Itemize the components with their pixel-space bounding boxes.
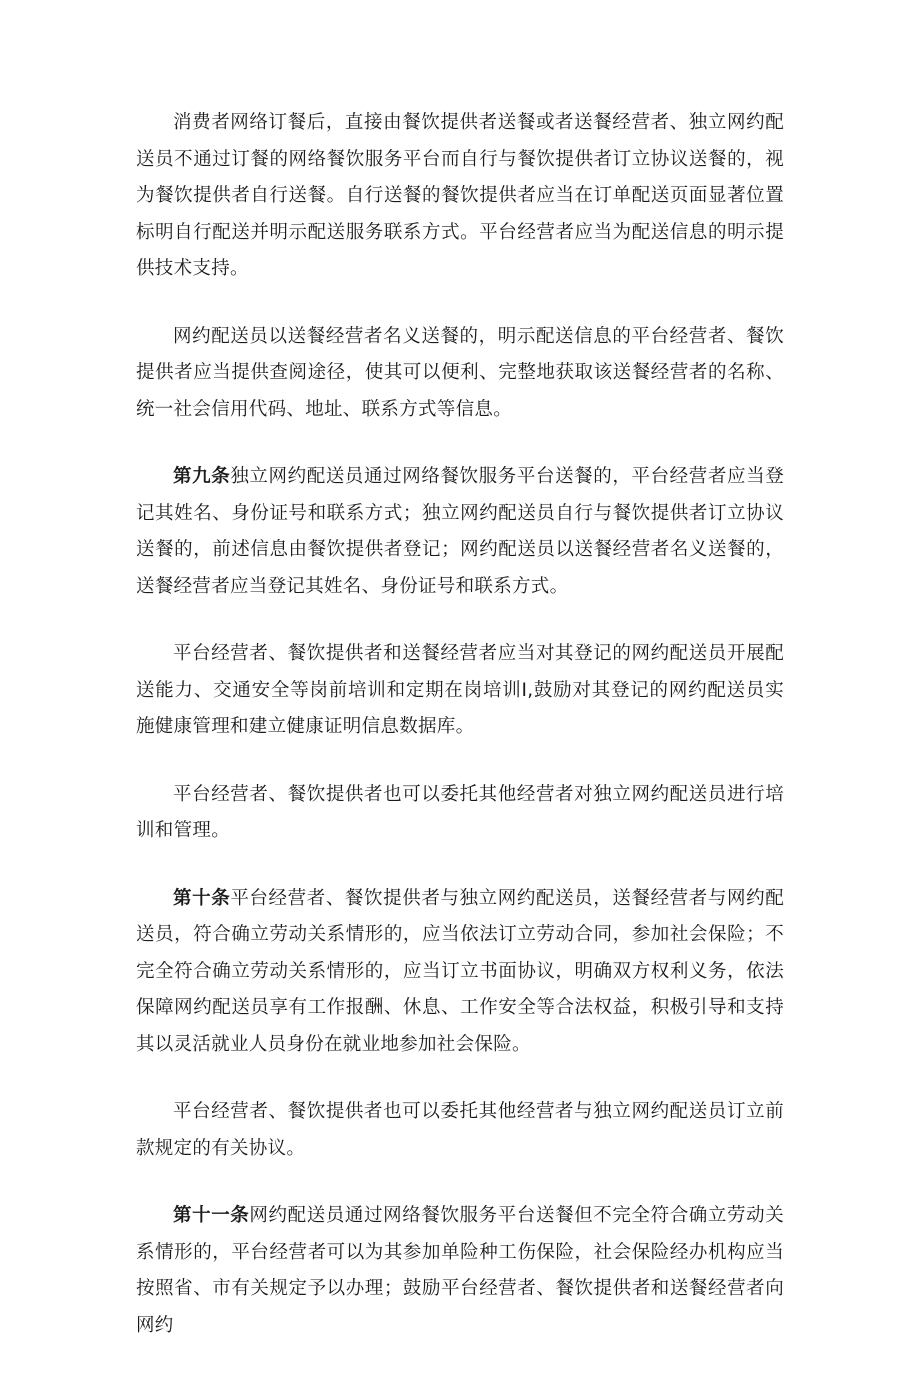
paragraph-text: 网约配送员通过网络餐饮服务平台送餐但不完全符合确立劳动关系情形的，平台经营者可以为其参加单险种工伤保险，社会保险经办机构应当按照省、市有关规定予以办理；鼓励平台经营者、餐饮提供者和送餐经营者向网约 — [136, 1205, 785, 1336]
paragraph-4 — [136, 636, 784, 746]
article-9 — [136, 459, 784, 605]
article-11 — [136, 1198, 784, 1344]
paragraph-text: 平台经营者、餐饮提供者也可以委托其他经营者与独立网约配送员订立前款规定的有关协议。 — [136, 1101, 784, 1159]
paragraph-text: 消费者网络订餐后，直接由餐饮提供者送餐或者送餐经营者、独立网约配送员不通过订餐的网络餐饮服务平台而自行与餐饮提供者订立协议送餐的，视为餐饮提供者自行送餐。自行送餐的餐饮提供者应当在订单配送页面显著位置标明自行配送并明示配送服务联系方式。平台经营者应当为配送信息的明示提供技术支持。 — [136, 112, 784, 279]
article-heading: 第九条 — [173, 466, 231, 487]
paragraph-1 — [136, 105, 784, 288]
paragraph-text: 平台经营者、餐饮提供者与独立网约配送员，送餐经营者与网约配送员，符合确立劳动关系情形的，应当依法订立劳动合同，参加社会保险；不完全符合确立劳动关系情形的，应当订立书面协议，明确双方权利义务，依法保障网约配送员享有工作报酬、休息、工作安全等合法权益，积极引导和支持其以灵活就业人员身份在就业地参加社会保险。 — [136, 887, 784, 1055]
paragraph-text: 网约配送员以送餐经营者名义送餐的，明示配送信息的平台经营者、餐饮提供者应当提供查阅途径，使其可以便利、完整地获取该送餐经营者的名称、统一社会信用代码、地址、联系方式等信息。 — [136, 325, 784, 420]
paragraph-7 — [136, 1094, 784, 1167]
paragraph-5 — [136, 777, 784, 850]
article-10 — [136, 881, 784, 1064]
paragraph-text: 平台经营者、餐饮提供者也可以委托其他经营者对独立网约配送员进行培训和管理。 — [136, 783, 784, 841]
article-heading: 第十条 — [173, 887, 231, 909]
paragraph-text: 平台经营者、餐饮提供者和送餐经营者应当对其登记的网约配送员开展配送能力、交通安全等岗前培训和定期在岗培训I,鼓励对其登记的网约配送员实施健康管理和建立健康证明信息数据库。 — [136, 643, 784, 737]
article-heading: 第十一条 — [173, 1205, 250, 1226]
paragraph-text: 独立网约配送员通过网络餐饮服务平台送餐的，平台经营者应当登记其姓名、身份证号和联系方式；独立网约配送员自行与餐饮提供者订立协议送餐的，前述信息由餐饮提供者登记；网约配送员以送餐经营者名义送餐的，送餐经营者应当登记其姓名、身份证号和联系方式。 — [136, 466, 784, 597]
document-body — [136, 105, 784, 1375]
paragraph-2 — [136, 319, 784, 429]
